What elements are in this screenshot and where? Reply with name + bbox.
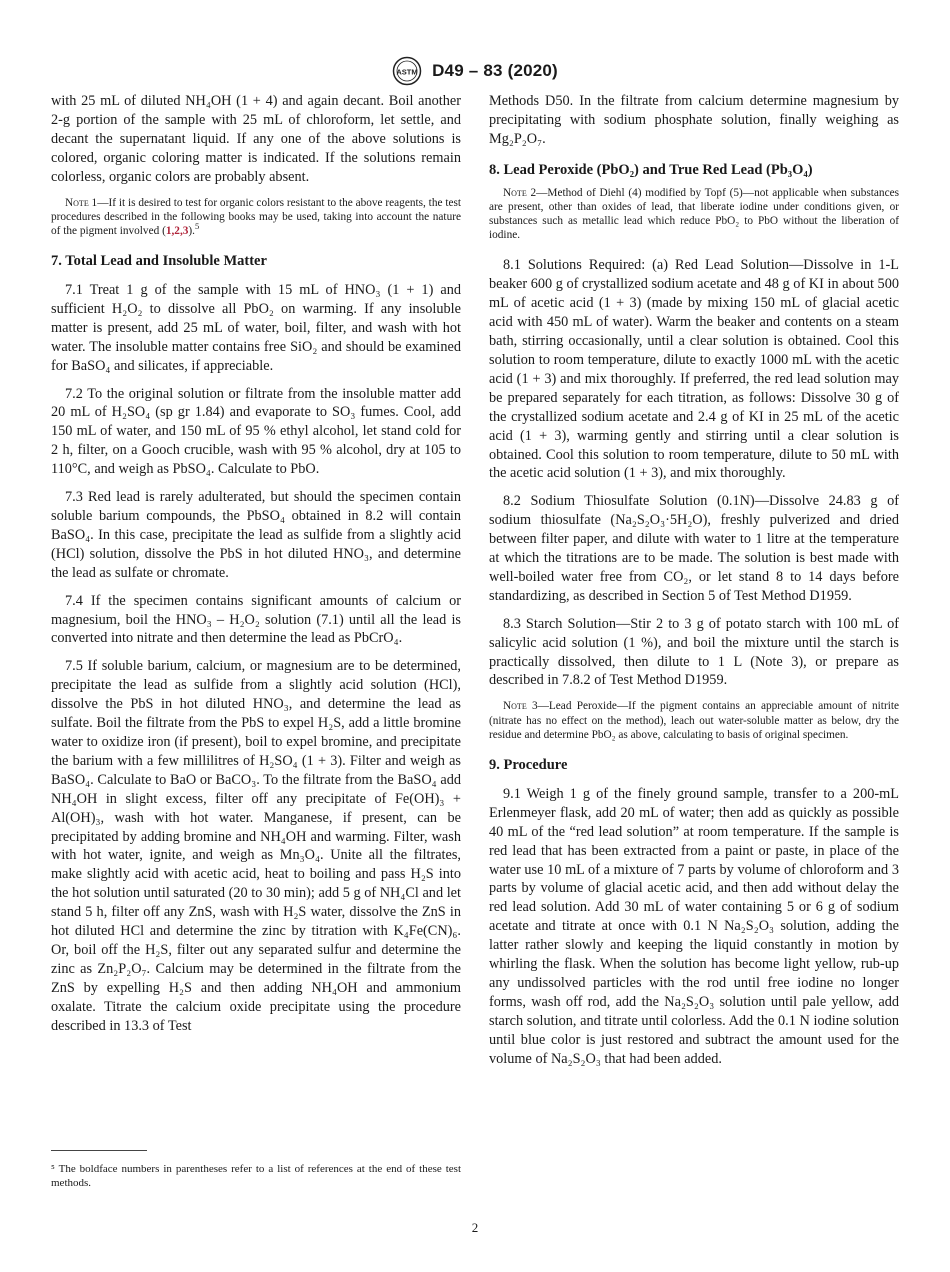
left-column — [51, 92, 461, 1035]
paragraph-continued: with 25 mL of diluted NH₄OH (1 + 4) and again decant. Boil another 2-g portion of the sample with 25 mL of chloroform, let settle, and decant the supernatant liquid. If any one of the above solutions is colored, organic coloring matter is indicated. If the solutions remain colorless, organic colors are probably absent. — [51, 93, 461, 185]
section-9-heading: 9. Procedure — [489, 756, 568, 773]
reference-link[interactable]: 1,2,3 — [165, 224, 189, 237]
paragraph-7-5: 7.5 If soluble barium, calcium, or magnesium are to be determined, precipitate the lead as sulfide from a slightly acid solution (HCl), dissolve the PbS in hot diluted HNO₃, and determine the lead as sulfate. Boil the filtrate from the PbS to expel H₂S, add a little bromine water to oxidize iron (if present), boil to expel bromine, and precipitate the barium with a few millilitres of H₂SO₄ (1 + 3). Filter and weigh as BaSO₄. Calculate to BaO or BaCO₃. To the filtrate from the BaSO₄ add NH₄OH in slight excess, filter off any precipitate of Fe(OH)₃ + Al(OH)₃, wash with hot water. Manganese, if present, can be precipitated by adding bromine and NH₄OH and warming. Filter, wash with hot water, ignite, and weigh as Mn₃O₄. Unite all the filtrates, make slightly acid with acetic acid, heat to boiling and pass H₂S into the hot solution until saturated (20 to 30 min); add 5 g of NH₄Cl and let stand 5 h, filter off any ZnS, wash with H₂S water, dissolve the ZnS in hot diluted HCl and determine the zinc by titration with K₄Fe(CN)₆. Or, boil off the H₂S, filter out any separated sulfur and determine the zinc as Zn₂P₂O₇. Calcium may be determined in the filtrate from the ZnS by expelling H₂S and then adding NH₄OH and ammonium oxalate. Titrate the calcium oxide precipitate using the procedure described in 13.3 of Test — [51, 658, 461, 1034]
page-header — [0, 56, 950, 91]
paragraph-9-1: 9.1 Weigh 1 g of the finely ground sample, transfer to a 200-mL Erlenmeyer flask, add 20 mL of water; then add as quickly as possible 40 mL of the “red lead solution” at room temperature. If the sample is red lead that has been extracted from a paint or paste, in place of the water use 10 mL of a mixture of 7 parts by volume of chloroform and 3 parts by volume of glacial acetic acid, and then add without delay the red lead solution. Add 30 mL of water containing 5 or 6 g of sodium acetate and titrate at once with 0.1 N Na₂S₂O₃ solution, adding the latter rather slowly and keeping the liquid constantly in motion by whirling the flask. When the solution has become light yellow, rub-up any undissolved particles with the rod until free iodine no longer forms, wash off rod, add the Na₂S₂O₃ solution until pale yellow, add starch solution, and titrate until colorless. Add the 0.1 N iodine solution until blue color is just restored and subtract the amount used for the volume of Na₂S₂O₃ that had been added. — [489, 785, 899, 1067]
paragraph-7-4: 7.4 If the specimen contains significant amounts of calcium or magnesium, boil the HNO₃ – H₂O₂ solution (7.1) until all the lead is converted into nitrate and then determine the lead as PbCrO₄. — [51, 592, 461, 647]
paragraph-7-1: 7.1 Treat 1 g of the sample with 15 mL of HNO₃ (1 + 1) and sufficient H₂O₂ to dissolve all PbO₂ on warming. If any insoluble matter is present, add 25 mL of water, boil, filter, and wash with hot water. The insoluble matter contains free SiO₂ and should be examined for BaSO₄ and silicates, if appreciable. — [51, 282, 461, 374]
paragraph-8-2: 8.2 Sodium Thiosulfate Solution (0.1N)—Dissolve 24.83 g of sodium thiosulfate (Na₂S₂O₃·5H₂O), freshly pulverized and dried between filter paper, and dilute with water to 1 litre at the temperature at which the titrations are to be made. The solution is best made with well-boiled water free from CO₂, or let stand 8 to 14 days before standardizing, as described in Section 5 of Test Method D1959. — [489, 493, 899, 604]
paragraph-8-1: 8.1 Solutions Required: (a) Red Lead Solution—Dissolve in 1-L beaker 600 g of crystallized sodium acetate and 48 g of KI in about 500 mL of acetic acid (1 + 3) (made by mixing 150 mL of glacial acetic acid with 450 mL of water). Warm the beaker and contents on a steam bath, stirring occasionally, until a clear solution is obtained. Cool this solution to room temperature, dilute to exactly 1000 mL with the acetic acid (1 + 3) and mix thoroughly. If preferred, the red lead solution may be prepared separately for each titration, as follows: Dissolve 30 g of the crystallized sodium acetate and 2.4 g of KI in 25 mL of the acetic acid (1 + 3), warming gently and stirring until a clear solution is obtained. Cool this solution to room temperature, dilute to 50 mL with the acetic acid solution (1 + 3), and mix thoroughly. — [489, 257, 899, 482]
note-2: Note 2—Method of Diehl (4) modified by Topf (5)—not applicable when substances are present, other than oxides of lead, that liberate iodine under conditions given, or substances such as metallic lead which reduce PbO₂ to PbO without the liberation of iodine. — [489, 186, 899, 242]
note-label: Note 1 — [65, 196, 98, 209]
note-3: Note 3—Lead Peroxide—If the pigment contains an appreciable amount of nitrite (nitrate has no effect on the method), leach out water-soluble matter as below, dry the residue and determine PbO₂ as above, calculating to basis of original specimen. — [489, 700, 899, 741]
right-column — [489, 92, 899, 1068]
standard-designation: D49 – 83 (2020) — [432, 61, 558, 80]
page-number: 2 — [471, 1220, 479, 1235]
paragraph-7-2: 7.2 To the original solution or filtrate from the insoluble matter add 20 mL of H₂SO₄ (sp gr 1.84) and evaporate to SO₃ fumes. Cool, add 150 mL of water, and 150 mL of 95 % ethyl alcohol, let stand cold for 2 h, filter, on a Gooch crucible, wash with 95 % alcohol, dry at 105 to 110°C, and weigh as PbSO₄. Calculate to PbO. — [51, 385, 461, 478]
section-8-heading: 8. Lead Peroxide (PbO₂) and True Red Lead (Pb₃O₄) — [489, 161, 813, 178]
note-1: Note 1—If it is desired to test for organic colors resistant to the above reagents, the test procedures described in the following books may be used, taking into account the nature of the pigment involved (1,2,3).$^5$ — [51, 196, 462, 237]
astm-logo-icon — [392, 56, 422, 86]
footnote-divider — [51, 1150, 147, 1151]
paragraph-continued-right: Methods D50. In the filtrate from calcium determine magnesium by precipitating with sodium phosphate solution, finally weighing as Mg₂P₂O₇. — [489, 93, 899, 147]
footnote-5: ⁵ The boldface numbers in parentheses refer to a list of references at the end of these test methods. — [51, 1163, 461, 1189]
paragraph-8-3: 8.3 Starch Solution—Stir 2 to 3 g of potato starch with 100 mL of salicylic acid solution (1 %), and boil the mixture until the starch is practically dissolved, then dilute to 1 L (Note 3), or prepare as described in 7.8.2 of Test Method D1959. — [489, 615, 899, 689]
paragraph-7-3: 7.3 Red lead is rarely adulterated, but should the specimen contain soluble barium compounds, the PbSO₄ obtained in 8.2 will contain BaSO₄. In this case, precipitate the lead as sulfide from a slightly acid (HCl) solution, dissolve the PbS in hot diluted HNO₃, and determine the lead as sulfate or chromate. — [51, 489, 461, 581]
section-7-heading: 7. Total Lead and Insoluble Matter — [51, 253, 267, 270]
svg-text:ASTM: ASTM — [396, 67, 418, 77]
